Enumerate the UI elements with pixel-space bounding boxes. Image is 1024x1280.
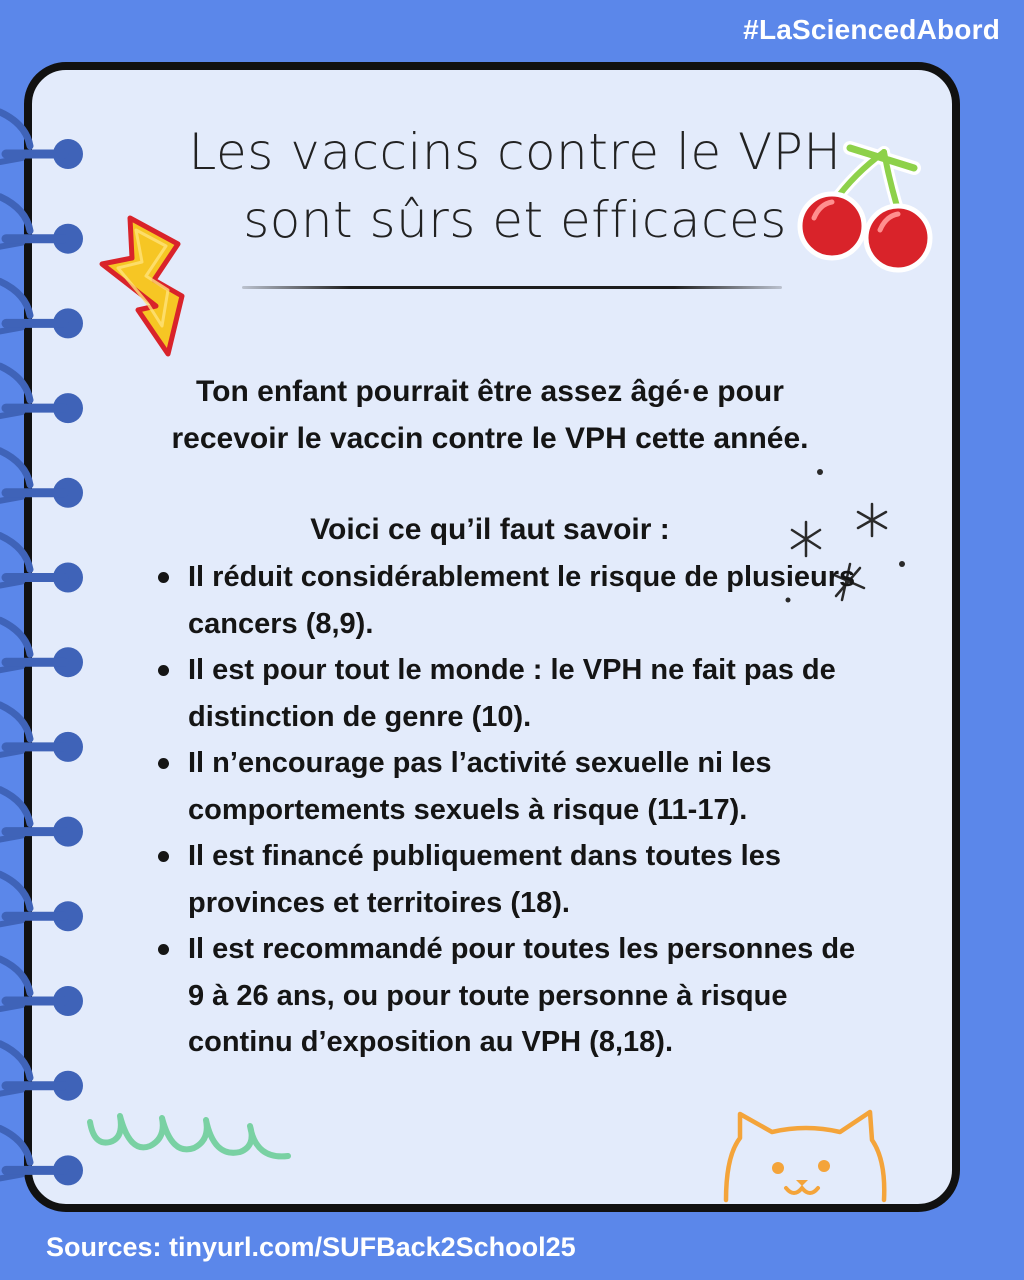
list-item <box>158 926 878 1066</box>
spiral-ring <box>0 112 83 169</box>
list-item-text: Il réduit considérablement le risque de plusieurs cancers (8,9). <box>188 561 856 640</box>
title-line-1: Les vaccins contre le VPH <box>188 123 842 181</box>
list-item-text: Il est financé publiquement dans toutes les provinces et territoires (18). <box>188 840 781 919</box>
list-item <box>158 740 878 833</box>
intro-text <box>110 368 870 462</box>
list-item-text: Il est recommandé pour toutes les personnes de 9 à 26 ans, ou pour toute personne à risque continu d’exposition au VPH (8,18). <box>188 933 856 1058</box>
sources-link[interactable]: Sources: tinyurl.com/SUFBack2School25 <box>46 1232 576 1262</box>
list-item-text: Il n’encourage pas l’activité sexuelle ni les comportements sexuels à risque (11-17). <box>188 747 772 826</box>
list-item <box>158 647 878 740</box>
list-item <box>158 833 878 926</box>
bullet-dot <box>158 665 169 676</box>
spiral-ring <box>0 197 83 254</box>
spiral-ring <box>0 451 83 508</box>
page-title <box>130 118 900 254</box>
spiral-ring <box>0 705 83 762</box>
spiral-ring <box>0 1128 83 1185</box>
lightning-bolt-icon <box>98 214 188 360</box>
spiral-ring <box>0 790 83 847</box>
spiral-ring <box>0 281 83 338</box>
facts-list <box>158 554 878 1066</box>
list-item-text: Il est pour tout le monde : le VPH ne fait pas de distinction de genre (10). <box>188 654 836 733</box>
bullet-dot <box>158 851 169 862</box>
title-divider <box>242 286 782 289</box>
bullet-dot <box>158 572 169 583</box>
intro-line-2: recevoir le vaccin contre le VPH cette année. <box>171 422 809 455</box>
spiral-ring <box>0 959 83 1016</box>
intro-line-1: Ton enfant pourrait être assez âgé·e pour <box>196 375 784 408</box>
cherries-icon <box>794 134 944 274</box>
cat-face-icon <box>716 1108 896 1208</box>
bullet-dot <box>158 758 169 769</box>
section-heading: Voici ce qu’il faut savoir : <box>310 513 670 546</box>
spiral-ring <box>0 874 83 931</box>
spiral-ring <box>0 366 83 423</box>
spiral-ring <box>0 620 83 677</box>
list-item <box>158 554 878 647</box>
title-line-2: sont sûrs et efficaces <box>243 191 787 249</box>
spiral-ring <box>0 536 83 593</box>
bullet-dot <box>158 944 169 955</box>
spiral-ring <box>0 1044 83 1101</box>
hashtag: #LaSciencedAbord <box>743 14 1000 45</box>
spiral-binding <box>0 0 100 1240</box>
squiggle-icon <box>84 1104 294 1170</box>
